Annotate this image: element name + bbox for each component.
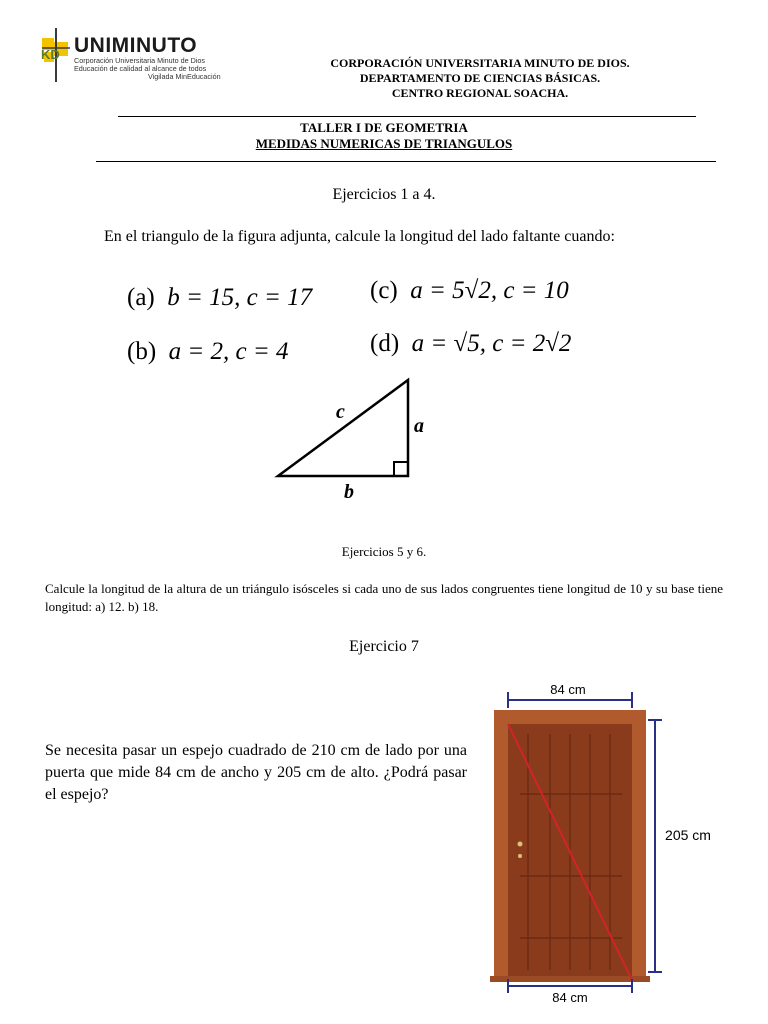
door-figure [480,676,740,1011]
item-a [127,284,312,312]
door-lock-icon [518,854,522,858]
item-b-label: (b) [127,338,157,365]
exercise-5-heading: Ejercicios 5 y 6. [341,544,427,559]
item-d-expression: a = √5, c = 2√2 [411,330,572,357]
exercise-7-text: Se necesita pasar un espejo cuadrado de 210 cm de lado por una puerta que mide 84 cm de ancho y 205 cm de alto. ¿Podrá pasar el espejo? [45,742,467,803]
logo-emblem-icon [38,28,74,84]
workshop-subtitle: MEDIDAS NUMERICAS DE TRIANGULOS [255,136,513,151]
triangle-shape [278,380,408,476]
right-angle-marker [394,462,408,476]
item-a-expression: b = 15, c = 17 [167,284,313,311]
logo-line-2: Educación de calidad al alcance de todos [74,64,207,73]
exercise-5-text: Calcule la longitud de la altura de un triángulo isósceles si cada uno de sus lados congruentes tiene longitud de 10 y su base tiene longitud: a) 12. b) 18. [45,581,723,614]
item-b [127,338,289,366]
item-d-label: (d) [370,330,400,357]
exercise-1-prompt: En el triangulo de la figura adjunta, calcule la longitud del lado faltante cuando: [104,228,615,245]
institution-name: CORPORACIÓN UNIVERSITARIA MINUTO DE DIOS. [330,56,630,70]
item-c [370,277,569,305]
regional-center: CENTRO REGIONAL SOACHA. [391,86,569,100]
logo-line-1: Corporación Universitaria Minuto de Dios [74,56,206,65]
logo-wordmark: UNIMINUTO [74,34,198,57]
exercise-7-heading: Ejercicio 7 [349,638,419,655]
header-divider [118,116,696,117]
door-threshold [490,976,650,982]
height-label: 205 cm [665,827,711,843]
workshop-title: TALLER I DE GEOMETRIA [300,120,468,135]
title-divider [96,161,716,162]
item-c-label: (c) [370,277,398,304]
top-width-label: 84 cm [550,682,586,697]
item-b-expression: a = 2, c = 4 [168,338,289,365]
door-handle-icon [518,842,523,847]
side-a-label: a [414,415,424,437]
logo-line-3: Vigilada MinEducación [148,72,221,81]
department-name: DEPARTAMENTO DE CIENCIAS BÁSICAS. [359,71,601,85]
side-c-label: c [336,401,345,423]
item-c-expression: a = 5√2, c = 10 [410,277,569,304]
bottom-width-label: 84 cm [552,990,588,1005]
svg-text:KD: KD [41,47,60,62]
exercise-1-heading: Ejercicios 1 a 4. [332,186,436,203]
right-triangle-figure [270,372,440,504]
item-a-label: (a) [127,284,155,311]
side-b-label: b [344,481,354,503]
item-d [370,330,571,358]
